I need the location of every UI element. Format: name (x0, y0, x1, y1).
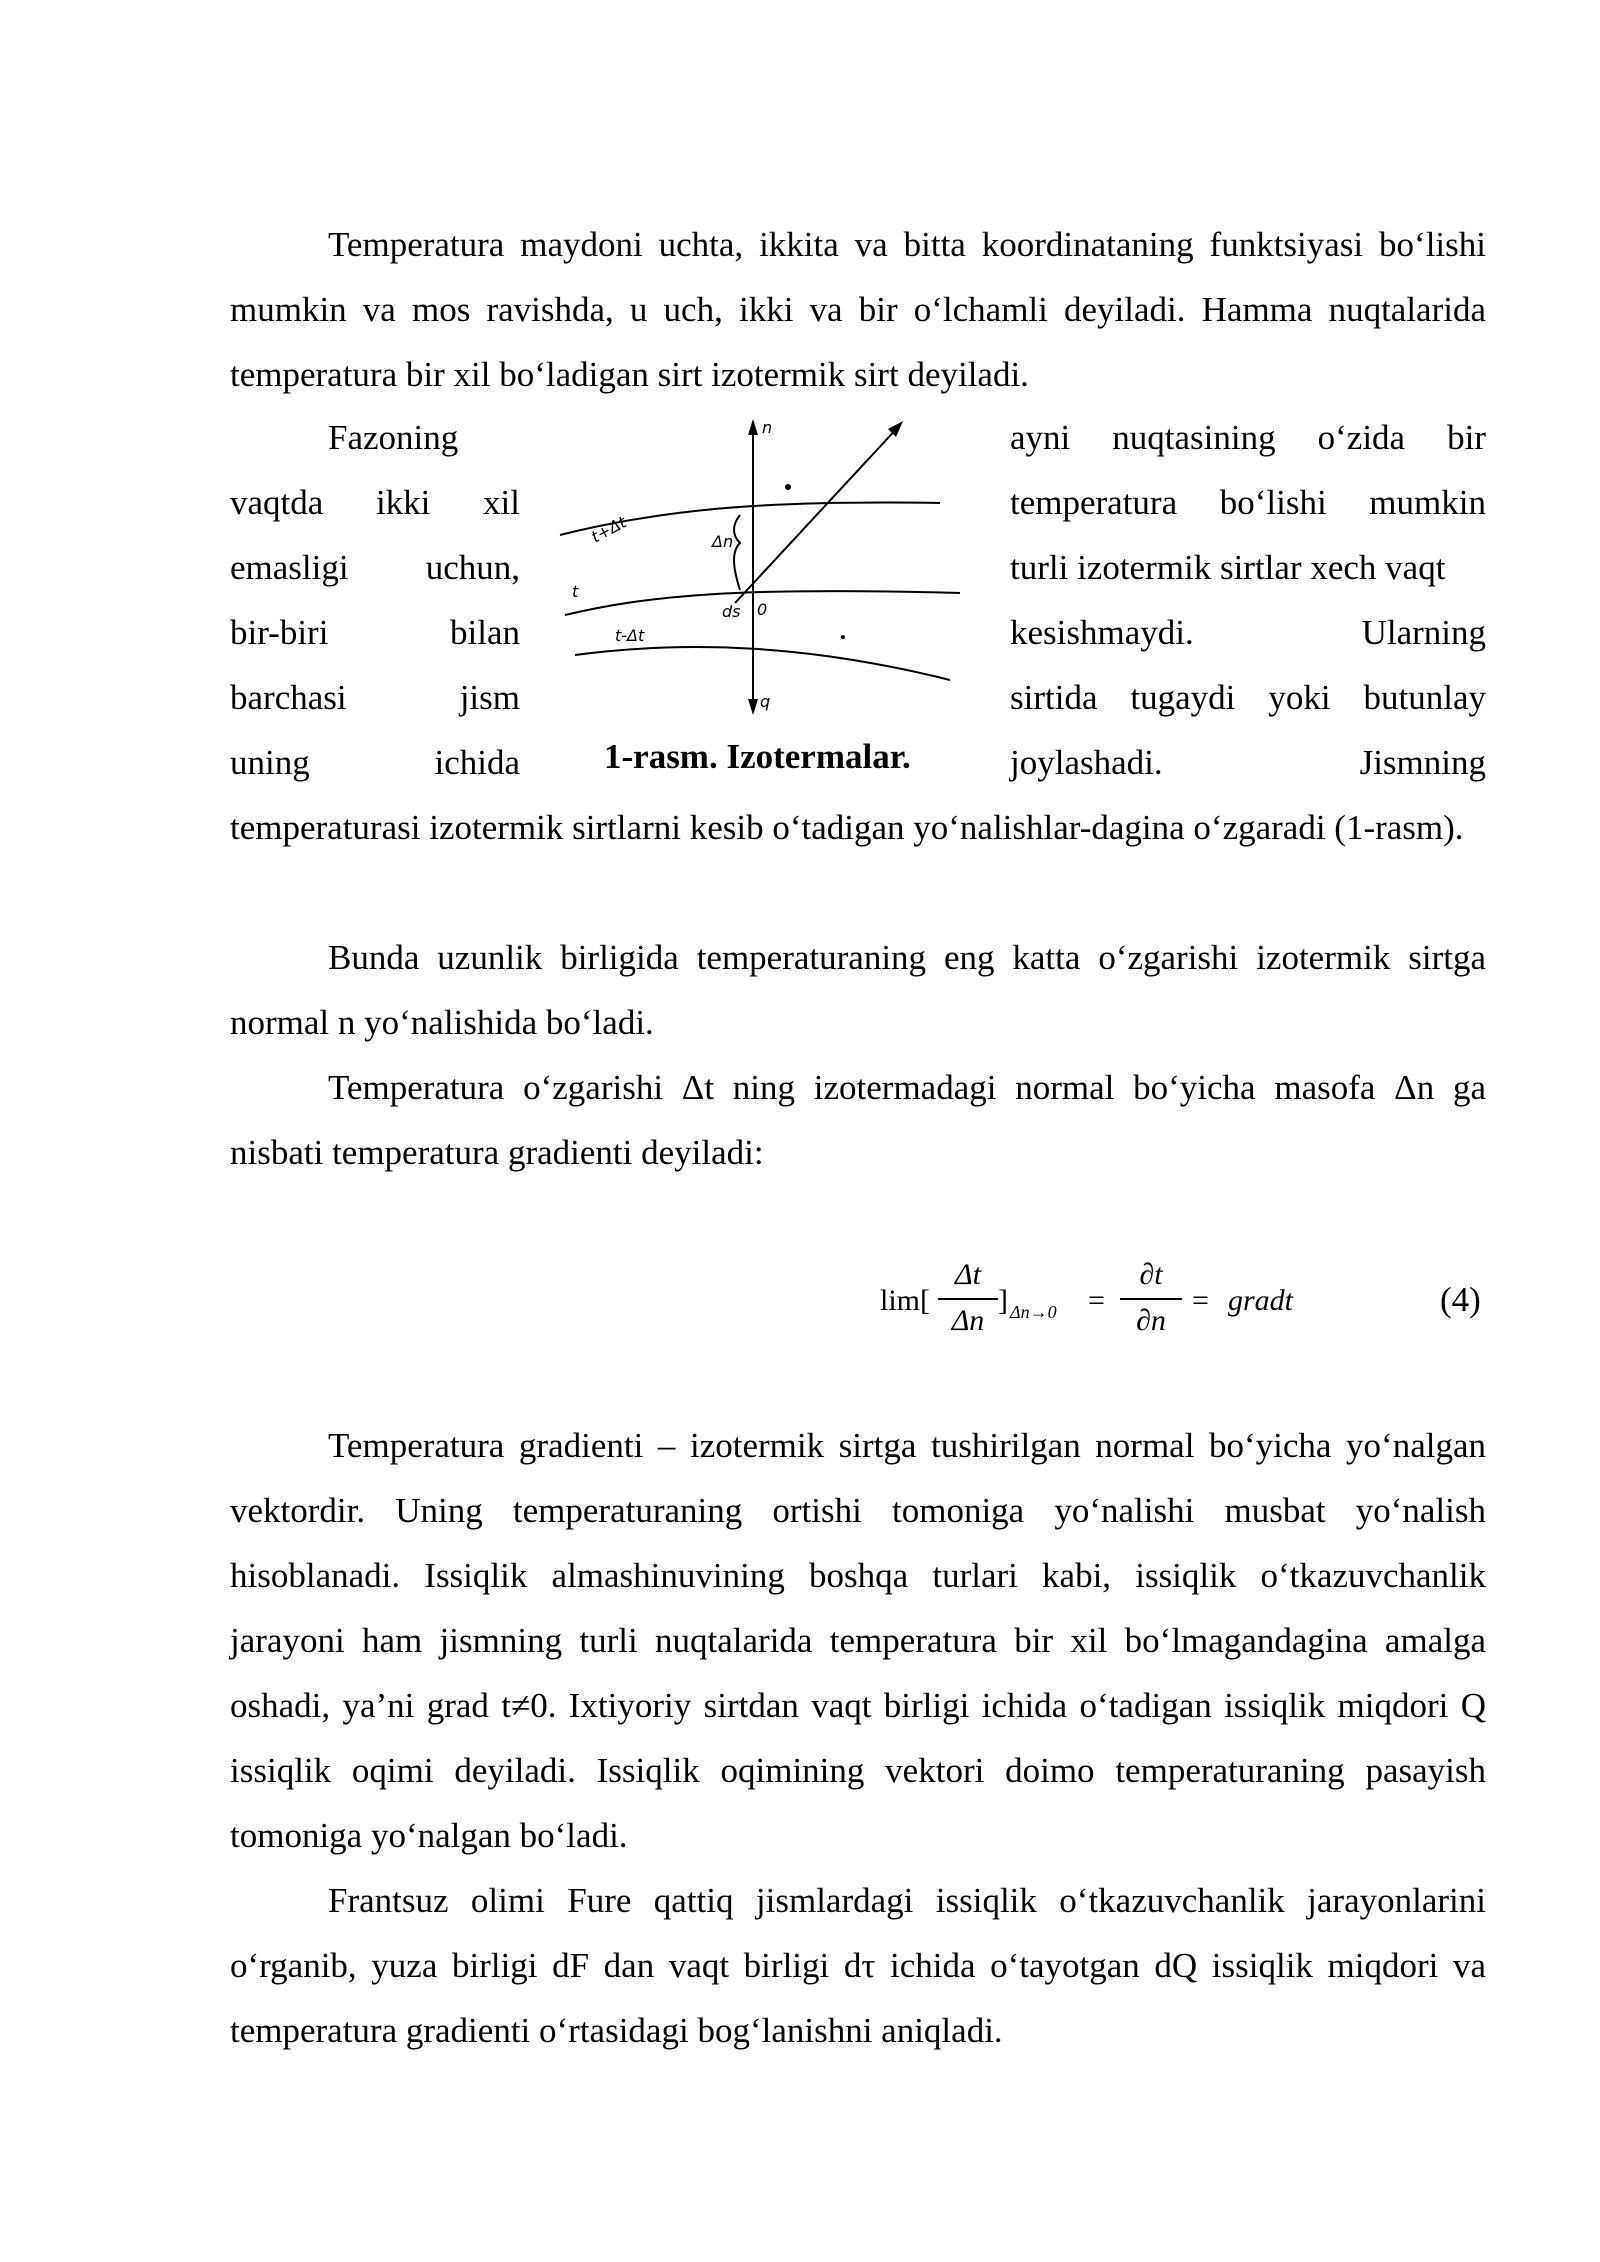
p2_right-line (1010, 535, 1486, 600)
p2_left-word: ichida (434, 743, 520, 782)
p2_right-word: o‘zida (1317, 418, 1406, 457)
formula-denominator-1: Δn (951, 1304, 985, 1337)
formula-grad: gradt (1228, 1284, 1294, 1317)
p2_right-word: Jismning (1359, 743, 1486, 782)
right-text-column (1010, 405, 1486, 795)
p2_left-word: uning (230, 743, 310, 782)
gradient-formula (870, 1258, 1330, 1358)
label-n: n (762, 418, 773, 437)
label-delta-n: Δn (712, 532, 734, 551)
p2_left-line (230, 470, 520, 535)
p2_right-word: temperatura (1010, 483, 1178, 522)
p2_left-word: jism (459, 678, 520, 717)
p2_left-line (230, 665, 520, 730)
p2_left-word: xil (483, 483, 520, 522)
paragraph-6 (230, 1868, 1486, 2063)
label-t: t (572, 582, 579, 601)
p2_left-word: uchun, (425, 548, 520, 587)
figure-dot (785, 484, 791, 490)
figure-caption: 1-rasm. Izotermalar. (604, 737, 911, 776)
p2_right-word: sirtida (1010, 678, 1098, 717)
normal-arrow-down (748, 699, 758, 715)
paragraph-1 (230, 212, 1486, 407)
isotherm-t-minus-curve (575, 647, 950, 680)
label-t-plus: t+Δt (587, 512, 630, 547)
delta-n-brace (734, 515, 740, 590)
p2_right-word: kesishmaydi. (1010, 613, 1194, 652)
p2_left-line (230, 730, 520, 795)
formula-equals: = (1088, 1284, 1105, 1317)
formula-bracket: ] (998, 1284, 1008, 1317)
paragraph-4-text: Temperatura o‘zgarishi Δt ning izotermadagi normal bo‘yicha masofa Δn ga nisbati temperatura gradienti deyiladi: (230, 1068, 1486, 1172)
p2_left-word: emasligi (230, 548, 349, 587)
p2_left-line (230, 405, 520, 470)
paragraph-4 (230, 1055, 1486, 1185)
p2_right-line (1010, 405, 1486, 470)
p2_left-line (230, 600, 520, 665)
p2_left-word: ikki (375, 483, 431, 522)
label-q: q (760, 692, 771, 711)
fraction-bar (1120, 1298, 1182, 1300)
p2_left-word: bir-biri (230, 613, 329, 652)
p2_left-word: bilan (450, 613, 520, 652)
formula-numerator-2: ∂t (1139, 1258, 1163, 1291)
p2_left-word: Fazoning (328, 418, 459, 457)
p2_right-line (1010, 665, 1486, 730)
p2_left-line (230, 535, 520, 600)
figure-dot (841, 635, 845, 639)
label-t-minus: t-Δt (615, 626, 645, 645)
p2_right-word: nuqtasining (1112, 418, 1276, 457)
formula-lim: lim[ (880, 1284, 930, 1317)
p2_right-word: ayni (1010, 418, 1071, 457)
left-text-column (230, 405, 520, 795)
paragraph-5-text: Temperatura gradienti – izotermik sirtga tushirilgan normal bo‘yicha yo‘nalgan vektordir. Uning temperaturaning ortishi tomoniga yo‘nalishi musbat yo‘nalish hisoblanadi. Issiqlik almashinuvining boshqa turlari kabi, issiqlik o‘tkazuvchanlik jarayoni ham jismning turli nuqtalarida temperatura bir xil bo‘lmagandagina amalga oshadi, ya’ni grad t≠0. Ixtiyoriy sirtdan vaqt birligi ichida o‘tadigan issiqlik miqdori Q issiqlik oqimi deyiladi. Issiqlik oqimining vektori doimo temperaturaning pasayish tomoniga yo‘nalgan bo‘ladi. (230, 1426, 1486, 1855)
label-ds: ds (722, 602, 741, 621)
paragraph-5 (230, 1413, 1486, 1868)
formula-numerator-1: Δt (955, 1258, 981, 1291)
direction-line (735, 425, 900, 603)
p2_right-line (1010, 730, 1486, 795)
paragraph-3 (230, 925, 1486, 1055)
paragraph-1-text: Temperatura maydoni uchta, ikkita va bitta koordinataning funktsiyasi bo‘lishi mumkin va mos ravishda, u uch, ikki va bir o‘lchamli deyiladi. Hamma nuqtalarida temperatura bir xil bo‘ladigan sirt izotermik sirt deyiladi. (230, 225, 1486, 394)
equation-number: (4) (1440, 1280, 1481, 1319)
paragraph-3-text: Bunda uzunlik birligida temperaturaning eng katta o‘zgarishi izotermik sirtga normal n yo‘nalishida bo‘ladi. (230, 938, 1486, 1042)
fraction-bar (938, 1298, 998, 1300)
paragraph-2-continuation (230, 795, 1486, 860)
p2_left-word: barchasi (230, 678, 347, 717)
formula-equals: = (1192, 1284, 1209, 1317)
normal-arrow-up (748, 419, 758, 435)
p2_right-word: yoki (1268, 678, 1331, 717)
p2_right-word: butunlay (1363, 678, 1486, 717)
p2_left-word: vaqtda (230, 483, 324, 522)
p2_right-word: bo‘lishi (1219, 483, 1327, 522)
formula-subscript: Δn→0 (1010, 1302, 1057, 1322)
p2_right-word: mumkin (1369, 483, 1486, 522)
p2_right-word: joylashadi. (1010, 743, 1163, 782)
p2_right-word: turli izotermik sirtlar xech vaqt (1010, 548, 1446, 587)
label-o: 0 (757, 600, 768, 619)
p2_right-word: Ularning (1361, 613, 1486, 652)
paragraph-2-rest-text: temperaturasi izotermik sirtlarni kesib o‘tadigan yo‘nalishlar-dagina o‘zgaradi (1-rasm). (230, 808, 1464, 847)
formula-fraction-delta (938, 1258, 998, 1338)
paragraph-6-text: Frantsuz olimi Fure qattiq jismlardagi issiqlik o‘tkazuvchanlik jarayonlarini o‘rganib, yuza birligi dF dan vaqt birligi dτ ichida o‘tayotgan dQ issiqlik miqdori va temperatura gradienti o‘rtasidagi bog‘lanishni aniqladi. (230, 1881, 1486, 2050)
p2_right-line (1010, 600, 1486, 665)
p2_right-line (1010, 470, 1486, 535)
p2_right-word: tugaydi (1130, 678, 1236, 717)
formula-denominator-2: ∂n (1136, 1304, 1166, 1337)
p2_right-word: bir (1447, 418, 1486, 457)
formula-fraction-partial (1120, 1258, 1182, 1338)
